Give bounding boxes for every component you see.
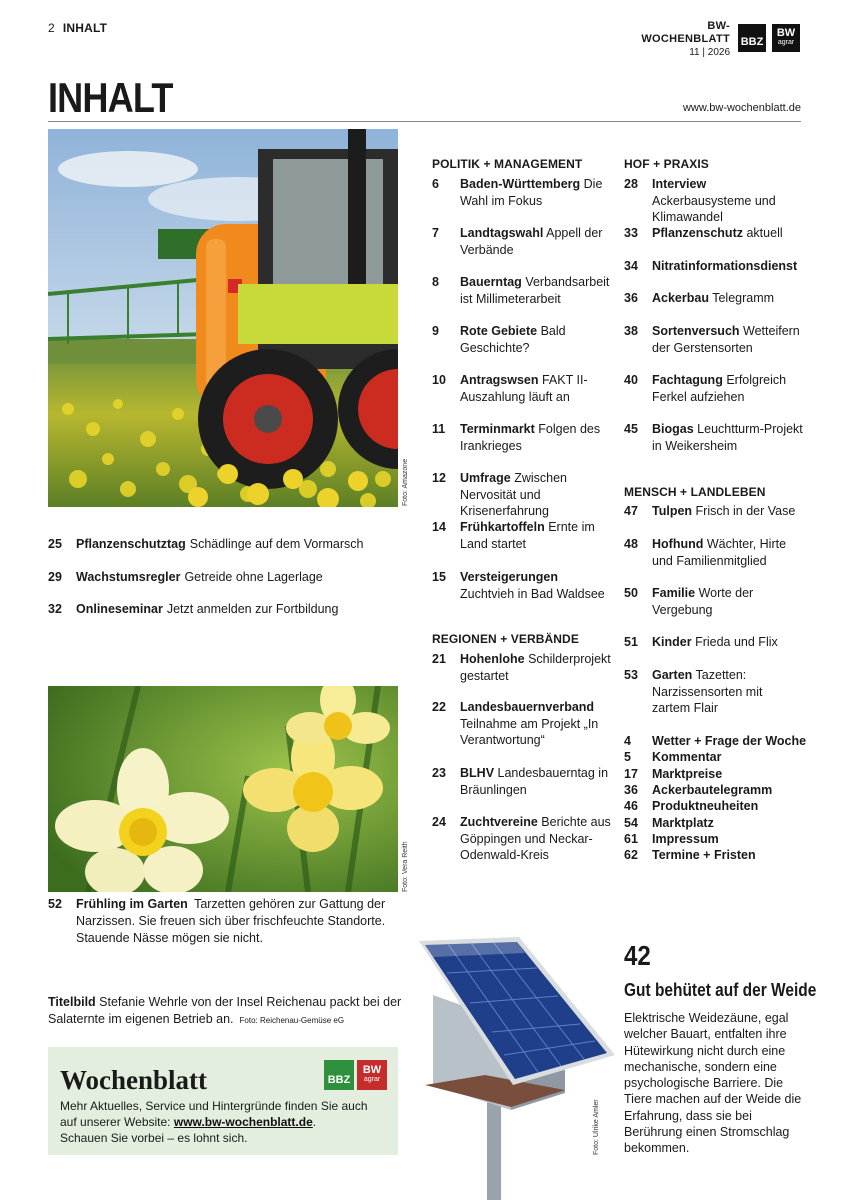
- promo-text: Mehr Aktuelles, Service und Hintergründe finden Sie auch auf unserer Website: www.bw-wochenblatt.de. Schauen Sie vorbei – es lohnt sich.: [60, 1099, 368, 1145]
- running-section: INHALT: [62, 21, 108, 35]
- section-heading-hof: HOF + PRAXIS: [624, 157, 709, 171]
- cover-caption: Titelbild Stefanie Wehrle von der Insel Reichenau packt bei der Salaternte im eigenen Betrieb an. Foto: Reichenau-Gemüse eG: [48, 995, 402, 1026]
- toc-entry[interactable]: 8 Bauerntag Verbandsarbeit ist Millimeterarbeit: [432, 275, 610, 306]
- toc-entry[interactable]: 15 Versteigerungen Zuchtvieh in Bad Waldsee: [432, 570, 605, 601]
- bw-agrar-logo: BW agrar: [357, 1060, 387, 1090]
- toc-entry[interactable]: 12 Umfrage Zwischen Nervosität und Krisenerfahrung: [432, 471, 567, 518]
- daffodil-photo: [48, 686, 398, 892]
- toc-entry[interactable]: 51 Kinder Frieda und Flix: [624, 635, 778, 649]
- website-link[interactable]: www.bw-wochenblatt.de: [682, 102, 801, 114]
- section-heading-politik: POLITIK + MANAGEMENT: [432, 157, 583, 171]
- masthead: [620, 20, 730, 59]
- feature-teaser: Elektrische Weidezäune, egal welcher Bauart, entfalten ihre Hütewirkung nicht durch eine mechanische, sondern eine psychologische Barriere. Die Tiere machen auf der Weide die Erfahrung, dass sie bei Berührung einen Stromschlag bekommen.: [624, 1011, 802, 1156]
- regular-feature-item[interactable]: 62 Termine + Fristen: [624, 848, 756, 862]
- toc-entry[interactable]: 28 Interview Ackerbausysteme und Klimawandel: [624, 177, 776, 224]
- running-header: [48, 21, 107, 35]
- photo-caption[interactable]: 52 Frühling im Garten Tarzetten gehören zur Gattung der Narzissen. Sie freuen sich über frischfeuchte Standorte. Stauende Nässe mögen sie nicht.: [48, 897, 386, 945]
- toc-entry[interactable]: 24 Zuchtvereine Berichte aus Göppingen und Neckar-Odenwald-Kreis: [432, 815, 611, 862]
- toc-entry[interactable]: 40 Fachtagung Erfolgreich Ferkel aufziehen: [624, 373, 787, 404]
- solar-panel-photo: [415, 935, 615, 1200]
- section-heading-mensch: MENSCH + LANDLEBEN: [624, 485, 766, 499]
- regular-feature-item[interactable]: 36 Ackerbautelegramm: [624, 783, 773, 797]
- header-divider: [48, 121, 801, 122]
- toc-entry[interactable]: 10 Antragswsen FAKT II-Auszahlung läuft an: [432, 373, 588, 404]
- publication-name: BW-WOCHENBLATT: [641, 20, 730, 45]
- regular-feature-item[interactable]: 5 Kommentar: [624, 750, 722, 764]
- page-title: INHALT: [48, 74, 173, 121]
- toc-entry[interactable]: 34 Nitratinformationsdienst: [624, 259, 798, 273]
- bw-agrar-logo: BW agrar: [772, 24, 800, 52]
- daffodil-photo-credit: Foto: Vera Reith: [402, 841, 409, 892]
- feature-headline[interactable]: Gut behütet auf der Weide: [624, 980, 817, 1000]
- solar-photo-credit: Foto: Ulrike Amler: [593, 1099, 600, 1155]
- issue-number: 11 | 2026: [689, 47, 730, 58]
- promo-website-link[interactable]: www.bw-wochenblatt.de: [173, 1115, 313, 1129]
- toc-entry[interactable]: 9 Rote Gebiete Bald Geschichte?: [432, 324, 566, 355]
- website-promo-box: [48, 1047, 398, 1155]
- tractor-photo-credit: Foto: Amazone: [402, 458, 409, 506]
- list-item[interactable]: 29 Wachstumsregler Getreide ohne Lagerlage: [48, 570, 323, 584]
- toc-entry[interactable]: 47 Tulpen Frisch in der Vase: [624, 504, 796, 518]
- toc-entry[interactable]: 36 Ackerbau Telegramm: [624, 291, 775, 305]
- toc-entry[interactable]: 21 Hohenlohe Schilderprojekt gestartet: [432, 652, 611, 683]
- toc-entry[interactable]: 38 Sortenversuch Wetteifern der Gerstensorten: [624, 324, 800, 355]
- feature-page-number: 42: [624, 940, 651, 971]
- toc-entry[interactable]: 53 Garten Tazetten: Narzissensorten mit zartem Flair: [624, 668, 763, 715]
- toc-entry[interactable]: 23 BLHV Landesbauerntag in Bräunlingen: [432, 766, 609, 797]
- list-item[interactable]: 25 Pflanzenschutztag Schädlinge auf dem Vormarsch: [48, 537, 364, 551]
- regular-feature-item[interactable]: 54 Marktplatz: [624, 816, 714, 830]
- bbz-logo: BBZ: [324, 1060, 354, 1090]
- toc-entry[interactable]: 11 Terminmarkt Folgen des Irankrieges: [432, 422, 601, 453]
- cover-photo-credit: Foto: Reichenau-Gemüse eG: [239, 1016, 345, 1025]
- page-number: 2: [48, 21, 55, 35]
- regular-feature-item[interactable]: 17 Marktpreise: [624, 767, 723, 781]
- toc-entry[interactable]: 14 Frühkartoffeln Ernte im Land startet: [432, 520, 595, 551]
- toc-entry[interactable]: 6 Baden-Württemberg Die Wahl im Fokus: [432, 177, 603, 208]
- toc-entry[interactable]: 48 Hofhund Wächter, Hirte und Familienmitglied: [624, 537, 787, 568]
- bbz-logo: BBZ: [738, 24, 766, 52]
- wochenblatt-wordmark: Wochenblatt: [60, 1065, 208, 1095]
- toc-entry[interactable]: 22 Landesbauernverband Teilnahme am Projekt „In Verantwortung“: [432, 700, 599, 747]
- tractor-photo: [48, 129, 398, 507]
- list-item[interactable]: 32 Onlineseminar Jetzt anmelden zur Fortbildung: [48, 602, 339, 616]
- regular-feature-item[interactable]: 61 Impressum: [624, 832, 719, 846]
- toc-entry[interactable]: 45 Biogas Leuchtturm-Projekt in Weikersheim: [624, 422, 803, 453]
- regular-feature-item[interactable]: 46 Produktneuheiten: [624, 799, 759, 813]
- toc-entry[interactable]: 50 Familie Worte der Vergebung: [624, 586, 754, 617]
- section-heading-regionen: REGIONEN + VERBÄNDE: [432, 632, 579, 646]
- toc-entry[interactable]: 7 Landtagswahl Appell der Verbände: [432, 226, 603, 257]
- regular-feature-item[interactable]: 4 Wetter + Frage der Woche: [624, 734, 807, 748]
- toc-entry[interactable]: 33 Pflanzenschutz aktuell: [624, 226, 783, 240]
